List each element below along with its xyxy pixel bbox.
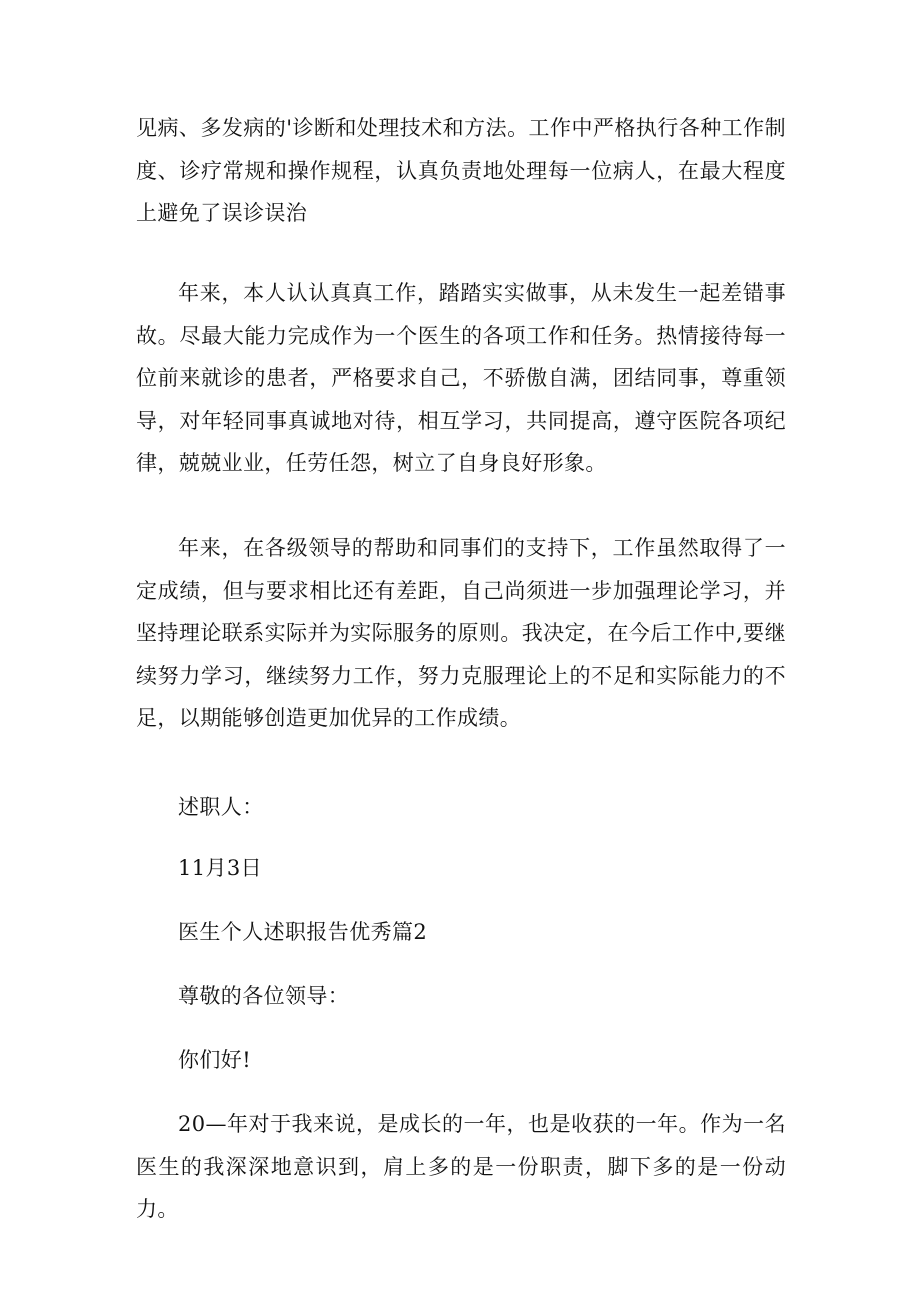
section-title: 医生个人述职报告优秀篇2 (178, 920, 428, 944)
report-date: 11月3日 (178, 856, 263, 880)
salutation: 尊敬的各位领导： (178, 984, 350, 1008)
paragraph-diagnosis: 见病、多发病的'诊断和处理技术和方法。工作中严格执行各种工作制度、诊疗常规和操作规程，认真负责地处理每一位病人，在最大程度上避免了误诊误治 (136, 116, 786, 225)
paragraph-future-plan: 年来，在各级领导的帮助和同事们的支持下，工作虽然取得了一定成绩，但与要求相比还有差距，自己尚须进一步加强理论学习，并坚持理论联系实际并为实际服务的原则。我决定，在今后工作中,要继续努力学习，继续努力工作，努力克服理论上的不足和实际能力的不足，以期能够创造更加优异的工作成绩。 (136, 536, 786, 730)
paragraph-year-review: 20—年对于我来说，是成长的一年，也是收获的一年。作为一名医生的我深深地意识到，肩上多的是一份职责，脚下多的是一份动力。 (136, 1112, 786, 1221)
paragraph-work-attitude: 年来，本人认认真真工作，踏踏实实做事，从未发生一起差错事故。尽最大能力完成作为一个医生的各项工作和任务。热情接待每一位前来就诊的患者，严格要求自己，不骄傲自满，团结同事，尊重领导，对年轻同事真诚地对待，相互学习，共同提高，遵守医院各项纪律，兢兢业业，任劳任怨，树立了自身良好形象。 (136, 281, 786, 475)
signature-label: 述职人： (178, 795, 264, 819)
greeting: 你们好! (178, 1048, 252, 1072)
